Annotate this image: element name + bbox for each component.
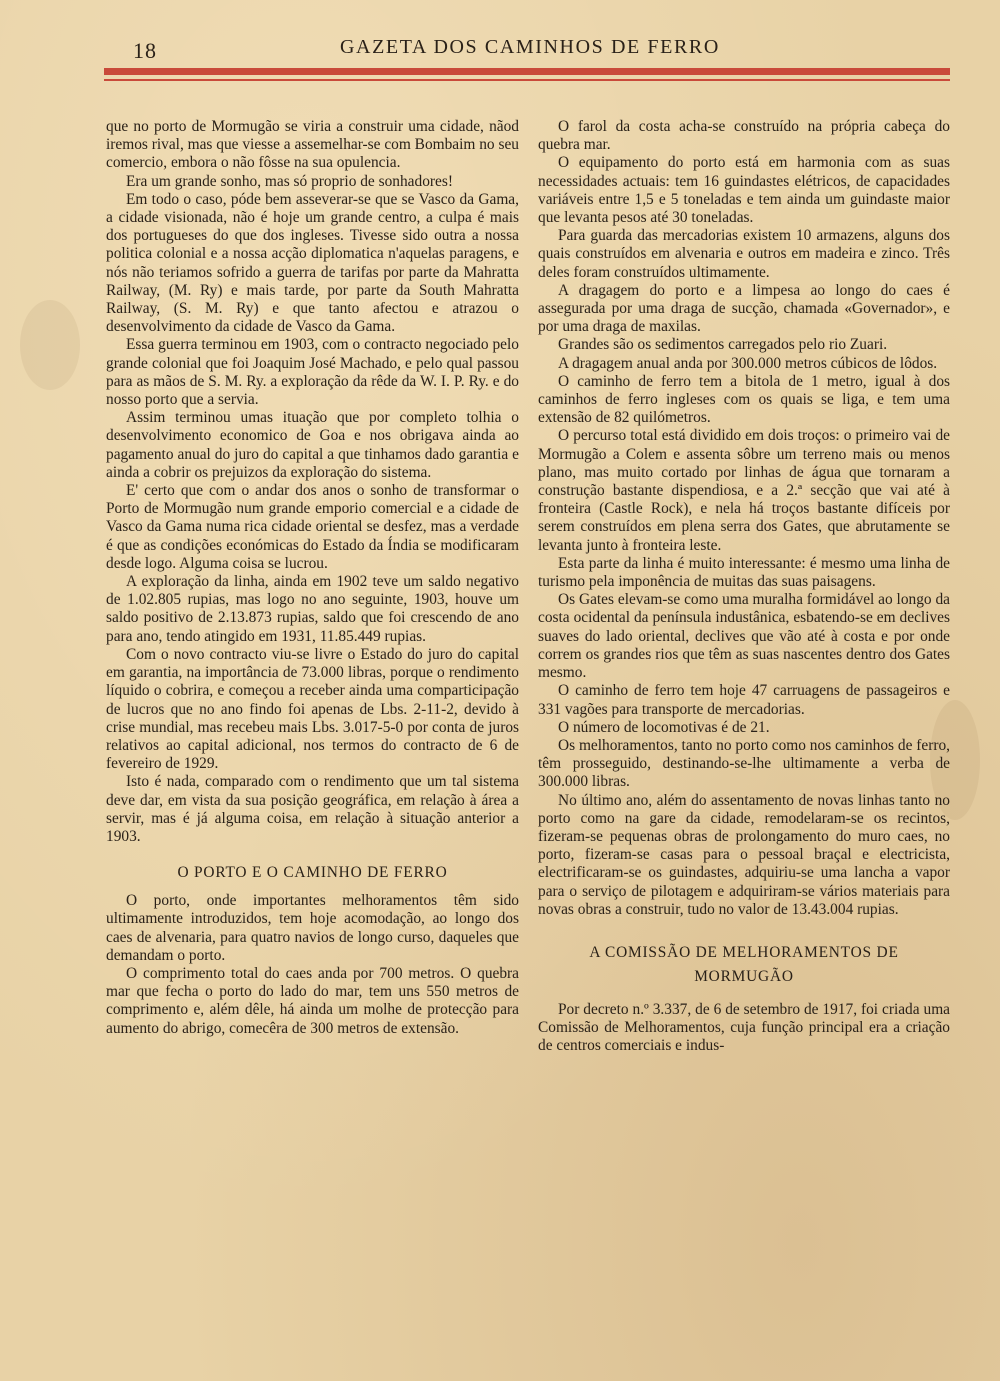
page-number: 18 bbox=[133, 38, 157, 63]
paragraph: Isto é nada, comparado com o rendimento que um tal sistema deve dar, em vista da sua posição geográfica, em relação à área a servir, mas é já alguma coisa, em relação à situação anterior a 1903. bbox=[106, 773, 519, 845]
paragraph: O percurso total está dividido em dois troços: o primeiro vai de Mormugão a Colem e assenta sôbre um terreno mais ou menos plano, mas muito cortado por linhas de água que tornaram a construção bastante dispendiosa, e a 2.ª secção que vai até à fronteira (Castle Rock), e nela há troços bastante difíceis por serem construídos em plena serra dos Gates, que abrutamente se levanta junto à fronteira leste. bbox=[538, 427, 950, 554]
paragraph: A dragagem do porto e a limpesa ao longo do caes é assegurada por uma draga de sucção, chamada «Governador», e por uma draga de maxilas. bbox=[538, 281, 950, 336]
paragraph: O caminho de ferro tem a bitola de 1 metro, igual à dos caminhos de ferro ingleses com os quais se liga, e tem uma extensão de 82 quilómetros. bbox=[538, 372, 950, 427]
paragraph: E' certo que com o andar dos anos o sonho de transformar o Porto de Mormugão num grande emporio comercial e a cidade de Vasco da Gama numa rica cidade oriental se desfez, mas a verdade é que as condições económicas do Estado da Índia se modificaram desde logo. Alguma coisa se lucrou. bbox=[106, 482, 519, 572]
paragraph: Assim terminou umas ituação que por completo tolhia o desenvolvimento economico de Goa e nos obrigava ainda ao pagamento anual do juro do capital a que tinhamos dado garantia e ainda a cobrir os prejuizos da exploração do sistema. bbox=[106, 409, 519, 481]
paragraph: Era um grande sonho, mas só proprio de sonhadores! bbox=[126, 172, 453, 190]
paragraph: O equipamento do porto está em harmonia com as suas necessidades actuais: tem 16 guindastes elétricos, de capacidades variáveis entre 1,5 e 5 toneladas e tem ainda um guindaste maior que levanta pesos até 30 toneladas. bbox=[538, 154, 950, 227]
paper-stain bbox=[20, 300, 80, 390]
paragraph: O caminho de ferro tem hoje 47 carruagens de passageiros e 331 vagões para transporte de mercadorias. bbox=[538, 682, 950, 718]
paragraph: Essa guerra terminou em 1903, com o contracto negociado pelo grande colonial que foi Joaquim José Machado, e pelo qual passou para as mãos de S. M. Ry. a exploração da rêde da W. I. P. Ry. e do nosso porto que a servia. bbox=[106, 336, 519, 409]
paragraph: Para guarda das mercadorias existem 10 armazens, alguns dos quais construídos em alvenaria e outros em madeira e zinco. Três deles foram construídos ultimamente. bbox=[538, 227, 950, 281]
right-column bbox=[538, 118, 950, 1056]
paragraph: A dragagem anual anda por 300.000 metros cúbicos de lôdos. bbox=[558, 354, 938, 372]
left-column bbox=[106, 118, 519, 1038]
section-heading: A COMISSÃO DE MELHORAMENTOS DE MORMUGÃO bbox=[589, 943, 899, 985]
paragraph: Grandes são os sedimentos carregados pelo rio Zuari. bbox=[558, 336, 888, 354]
paragraph: Em todo o caso, póde bem asseverar-se que se Vasco da Gama, a cidade visionada, não é hoje um grande centro, a culpa é mais dos portugueses do que dos ingleses. Tivesse sido outra a nossa politica colonial e a nossa acção diplomatica n'aquelas paragens, e nós não teriamos sofrido a guerra de tarifas por parte da Mahratta Railway, (M. Ry) e mais tarde, por parte da South Mahratta Railway, (S. M. Ry) e que tanto afectou e atrazou o desenvolvimento da cidade de Vasco da Gama. bbox=[106, 190, 519, 336]
header-rule-thin bbox=[104, 79, 950, 81]
paragraph: O comprimento total do caes anda por 700 metros. O quebra mar que fecha o porto do lado do mar, tem uns 550 metros de comprimento e, além dêle, há ainda um molhe de protecção para aumento do abrigo, comecêra de 300 metros de extensão. bbox=[106, 964, 519, 1037]
paragraph: A exploração da linha, ainda em 1902 teve um saldo negativo de 1.02.805 rupias, mas logo no ano seguinte, 1903, houve um saldo positivo de 2.13.873 rupias, saldo que foi crescendo de ano para ano, tendo atingido em 1931, 11.85.449 rupias. bbox=[106, 573, 519, 645]
section-heading: O PORTO E O CAMINHO DE FERRO bbox=[177, 864, 448, 882]
paragraph: Os Gates elevam-se como uma muralha formidável ao longo da costa ocidental da península industânica, esbatendo-se em declives suaves do lado oriental, declives que vão até à costa e por onde correm os grandes rios que têm as suas nascentes dentro dos Gates mesmo. bbox=[538, 591, 950, 682]
paragraph: No último ano, além do assentamento de novas linhas tanto no porto como na gare da cidade, remodelaram-se os recintos, fizeram-se pequenas obras de prolongamento do muro caes, no porto, fizeram-se casas para o pessoal braçal e electricista, electrificaram-se os guindastes, adquiriu-se uma lancha a vapor para o serviço de pilotagem e adquiriram-se vários materiais para novas obras a construir, tudo no valor de 13.43.004 rupias. bbox=[538, 791, 950, 918]
paragraph: Os melhoramentos, tanto no porto como nos caminhos de ferro, têm prosseguido, destinando-se-lhe ultimamente a verba de 300.000 libras. bbox=[538, 736, 950, 791]
header-rule-thick bbox=[104, 68, 950, 75]
paragraph: Esta parte da linha é muito interessante: é mesmo uma linha de turismo pela imponência de muitas das suas paisagens. bbox=[538, 554, 950, 591]
journal-title: GAZETA DOS CAMINHOS DE FERRO bbox=[340, 36, 720, 58]
paragraph: que no porto de Mormugão se viria a construir uma cidade, nãod iremos rival, mas que viesse a assemelhar-se com Bombaim no seu comercio, embora o não fôsse na sua opulencia. bbox=[106, 118, 519, 172]
paragraph: Por decreto n.º 3.337, de 6 de setembro de 1917, foi criada uma Comissão de Melhoramentos, cuja função principal era a criação de centros comerciais e indus- bbox=[538, 1000, 950, 1055]
paragraph: O porto, onde importantes melhoramentos têm sido ultimamente introduzidos, tem hoje acomodação, ao longo dos caes de alvenaria, para quatro navios de longo curso, daqueles que demandam o porto. bbox=[106, 892, 519, 964]
paragraph: O farol da costa acha-se construído na própria cabeça do quebra mar. bbox=[538, 118, 950, 154]
paragraph: O número de locomotivas é de 21. bbox=[558, 718, 770, 736]
paragraph: Com o novo contracto viu-se livre o Estado do juro do capital em garantia, na importância de 73.000 libras, porque o rendimento líquido o cobrira, e começou a receber ainda uma comparticipação de lucros que no ano findo foi apenas de Lbs. 2-11-2, devido à crise mundial, mas recebeu mais Lbs. 3.017-5-0 por conta de juros relativos ao capital adicional, nos termos do contracto de 6 de fevereiro de 1929. bbox=[106, 645, 519, 773]
